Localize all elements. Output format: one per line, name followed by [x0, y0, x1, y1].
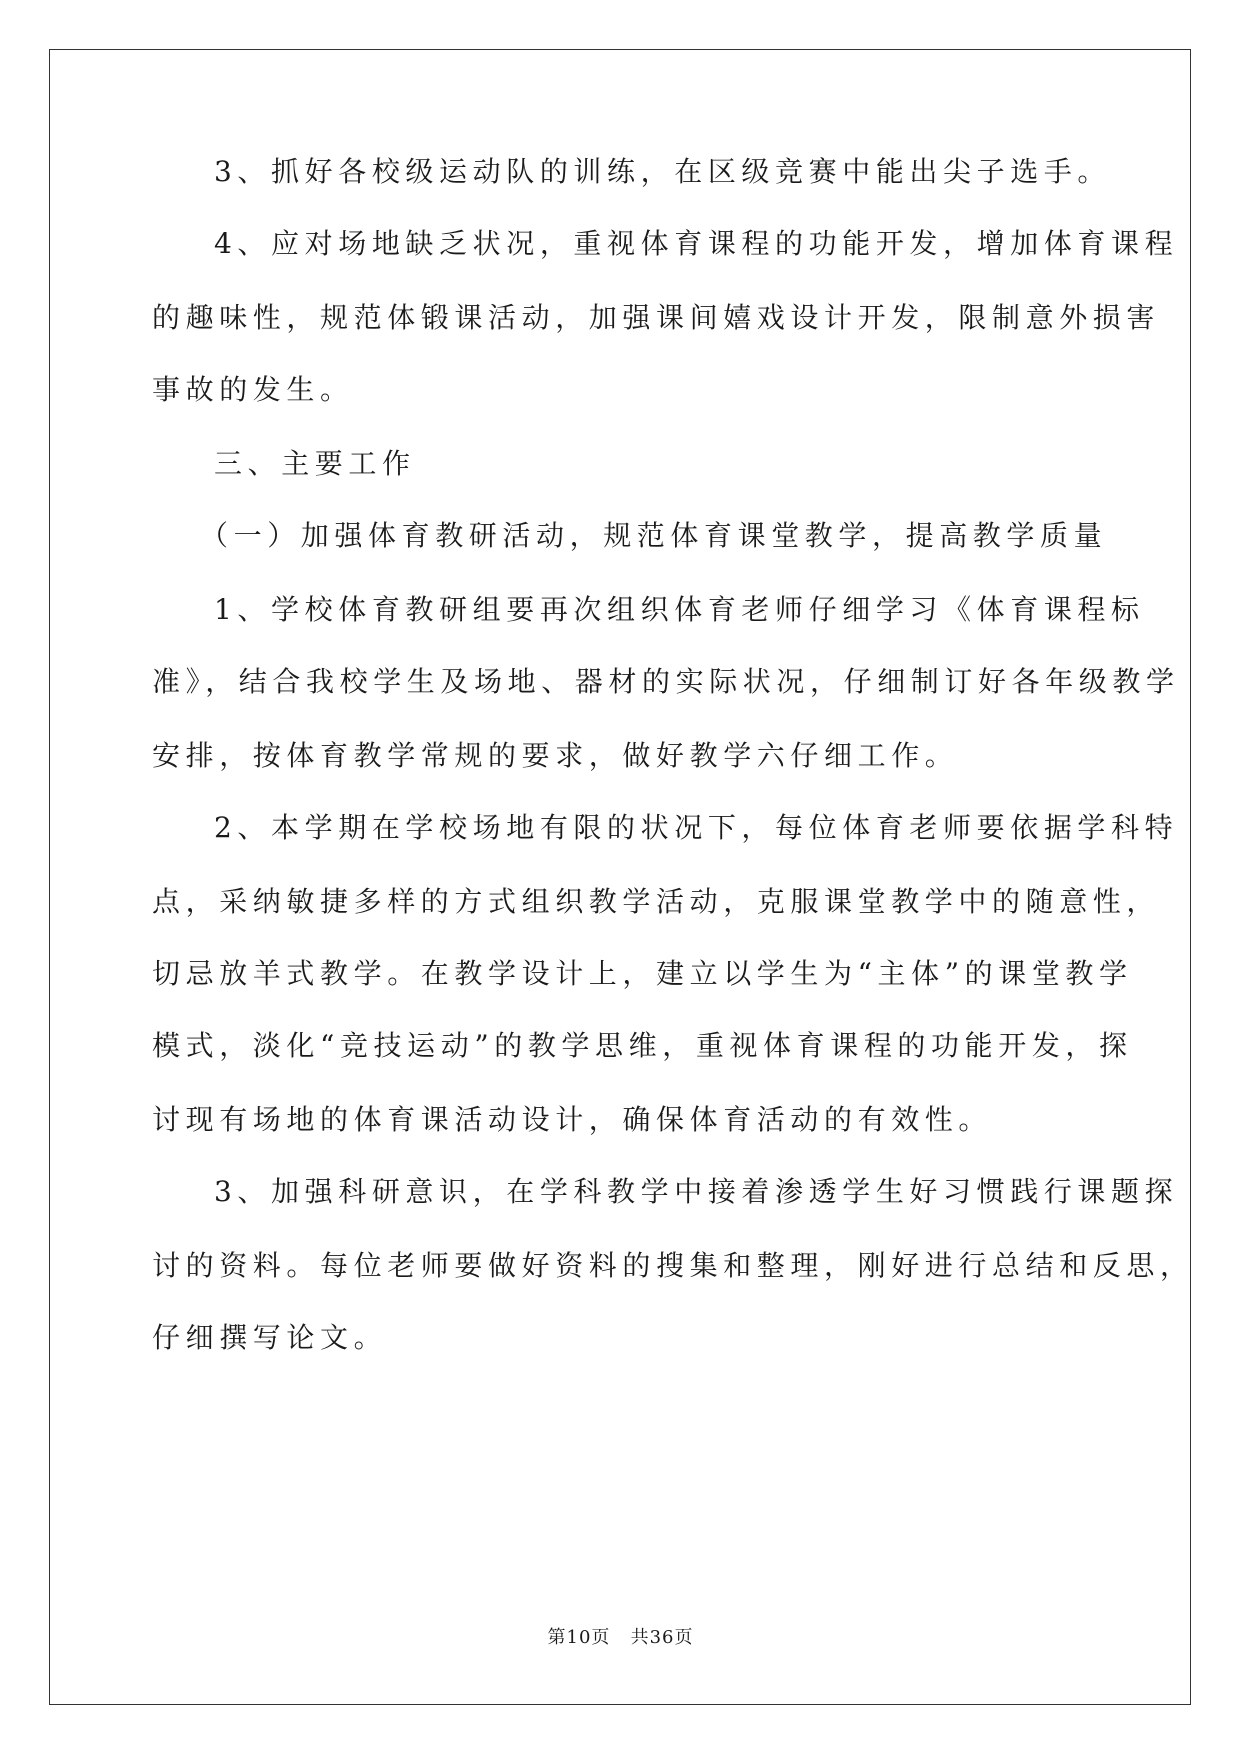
paragraph-line: 模式，淡化“竞技运动”的教学思维，重视体育课程的功能开发，探 — [152, 1029, 1133, 1062]
paragraph-line: 事故的发生。 — [152, 373, 354, 406]
page-number: 第10页 — [547, 1627, 611, 1648]
page-footer — [0, 1626, 1241, 1650]
paragraph-line: 1、学校体育教研组要再次组织体育老师仔细学习《体育课程标 — [214, 593, 1145, 626]
section-heading: 三、主要工作 — [214, 447, 416, 480]
paragraph-line: 准》，结合我校学生及场地、器材的实际状况，仔细制订好各年级教学 — [152, 665, 1180, 698]
paragraph-line: 3、加强科研意识，在学科教学中接着渗透学生好习惯践行课题探 — [214, 1175, 1179, 1208]
paragraph-line: 点，采纳敏捷多样的方式组织教学活动，克服课堂教学中的随意性， — [152, 885, 1161, 918]
paragraph-line: 切忌放羊式教学。在教学设计上，建立以学生为“主体”的课堂教学 — [152, 957, 1133, 990]
paragraph-line: 3、抓好各校级运动队的训练，在区级竞赛中能出尖子选手。 — [214, 155, 1112, 188]
paragraph-line: 2、本学期在学校场地有限的状况下，每位体育老师要依据学科特 — [214, 811, 1179, 844]
paragraph-line: 讨的资料。每位老师要做好资料的搜集和整理，刚好进行总结和反思， — [152, 1249, 1194, 1282]
paragraph-line: 讨现有场地的体育课活动设计，确保体育活动的有效性。 — [152, 1103, 993, 1136]
page-total: 共36页 — [630, 1627, 694, 1648]
paragraph-line: 安排，按体育教学常规的要求，做好教学六仔细工作。 — [152, 739, 959, 772]
paragraph-line: 仔细撰写论文。 — [152, 1321, 388, 1354]
paragraph-line: 的趣味性，规范体锻课活动，加强课间嬉戏设计开发，限制意外损害 — [152, 301, 1161, 334]
paragraph-line: 4、应对场地缺乏状况，重视体育课程的功能开发，增加体育课程 — [214, 227, 1179, 260]
subsection-heading: （一）加强体育教研活动，规范体育课堂教学，提高教学质量 — [200, 519, 1108, 552]
